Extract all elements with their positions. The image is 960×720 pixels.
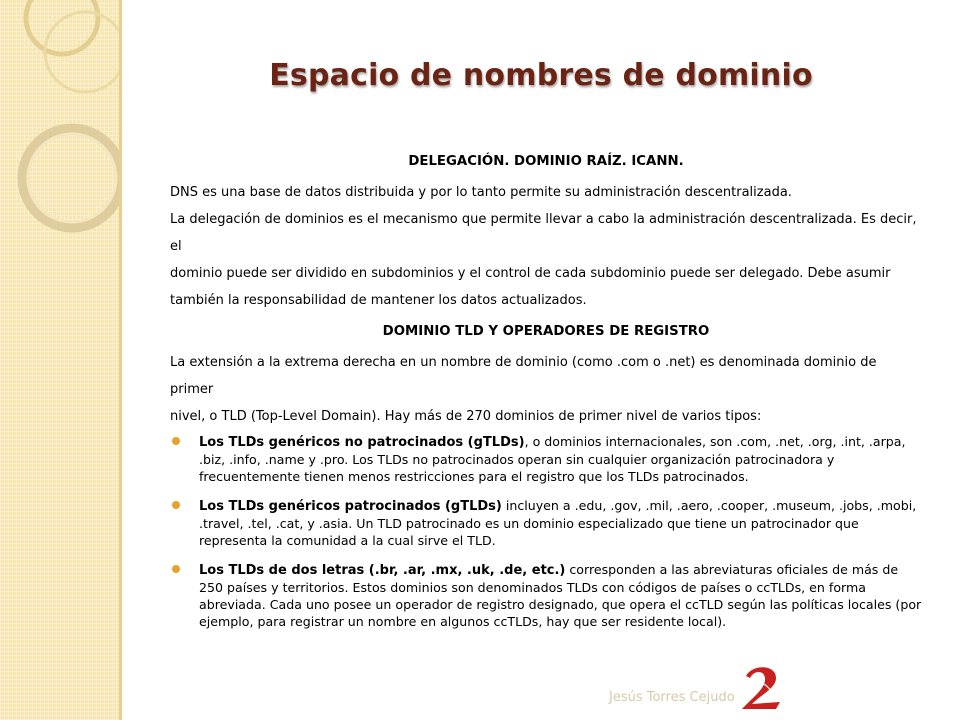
- list-item: [170, 561, 922, 630]
- list-item-text: incluyen a .edu, .gov, .mil, .aero, .cooper, .museum, .jobs, .mobi, .travel, .tel, .cat, y .asia. Un TLD patrocinado es un dominio especializado que tiene un patrocinador que representa la comunidad a la cual sirve el TLD.: [199, 498, 917, 548]
- bullet-icon: [172, 501, 180, 509]
- list-item: [170, 497, 922, 549]
- slide-body: [170, 152, 922, 642]
- tld-types-list: [170, 433, 922, 630]
- section-heading-delegacion: DELEGACIÓN. DOMINIO RAÍZ. ICANN.: [408, 154, 684, 169]
- bullet-icon: [172, 565, 180, 573]
- section-heading-tld: DOMINIO TLD Y OPERADORES DE REGISTRO: [382, 324, 710, 339]
- list-item-bold: Los TLDs genéricos patrocinados (gTLDs): [199, 499, 502, 514]
- decorative-sidebar: [0, 0, 119, 720]
- number-two-logo-icon: [740, 664, 786, 710]
- slide-title: Espacio de nombres de dominio: [269, 58, 813, 93]
- list-item-bold: Los TLDs de dos letras (.br, .ar, .mx, .uk, .de, etc.): [199, 563, 566, 578]
- paragraph-line: La extensión a la extrema derecha en un nombre de dominio (como .com o .net) es denominada dominio de primer: [170, 355, 877, 397]
- sidebar-edge-line: [119, 0, 122, 720]
- sidebar-circles-decoration: [0, 0, 119, 720]
- paragraph-line: dominio puede ser dividido en subdominios y el control de cada subdominio puede ser delegado. Debe asumir: [170, 266, 891, 281]
- list-item-bold: Los TLDs genéricos no patrocinados (gTLDs): [199, 435, 525, 450]
- list-item: [170, 433, 922, 485]
- paragraph-line: nivel, o TLD (Top-Level Domain). Hay más de 270 dominios de primer nivel de varios tipos:: [170, 409, 762, 424]
- list-item-text: corresponden a las abreviaturas oficiales de más de 250 países y territorios. Estos dominios son denominados TLDs con códigos de países o ccTLDs, en forma abreviada. Cada uno posee un operador de registro designado, que opera el ccTLD según las políticas locales (por ejemplo, para registrar un nombre en algunos ccTLDs, hay que ser residente local).: [199, 562, 922, 629]
- paragraph-line: La delegación de dominios es el mecanismo que permite llevar a cabo la administración descentralizada. Es decir, el: [170, 212, 917, 254]
- footer-author: Jesús Torres Cejudo: [609, 690, 735, 705]
- list-item-text: , o dominios internacionales, son .com, .net, .org, .int, .arpa, .biz, .info, .name y .pro. Los TLDs no patrocinados operan sin cualquier organización patrocinadora y frecuentemente tienen menos restricciones para el registro que los TLDs patrocinados.: [199, 434, 906, 484]
- paragraph-line: DNS es una base de datos distribuida y por lo tanto permite su administración descentralizada.: [170, 185, 792, 200]
- paragraph-line: también la responsabilidad de mantener los datos actualizados.: [170, 293, 587, 308]
- bullet-icon: [172, 437, 180, 445]
